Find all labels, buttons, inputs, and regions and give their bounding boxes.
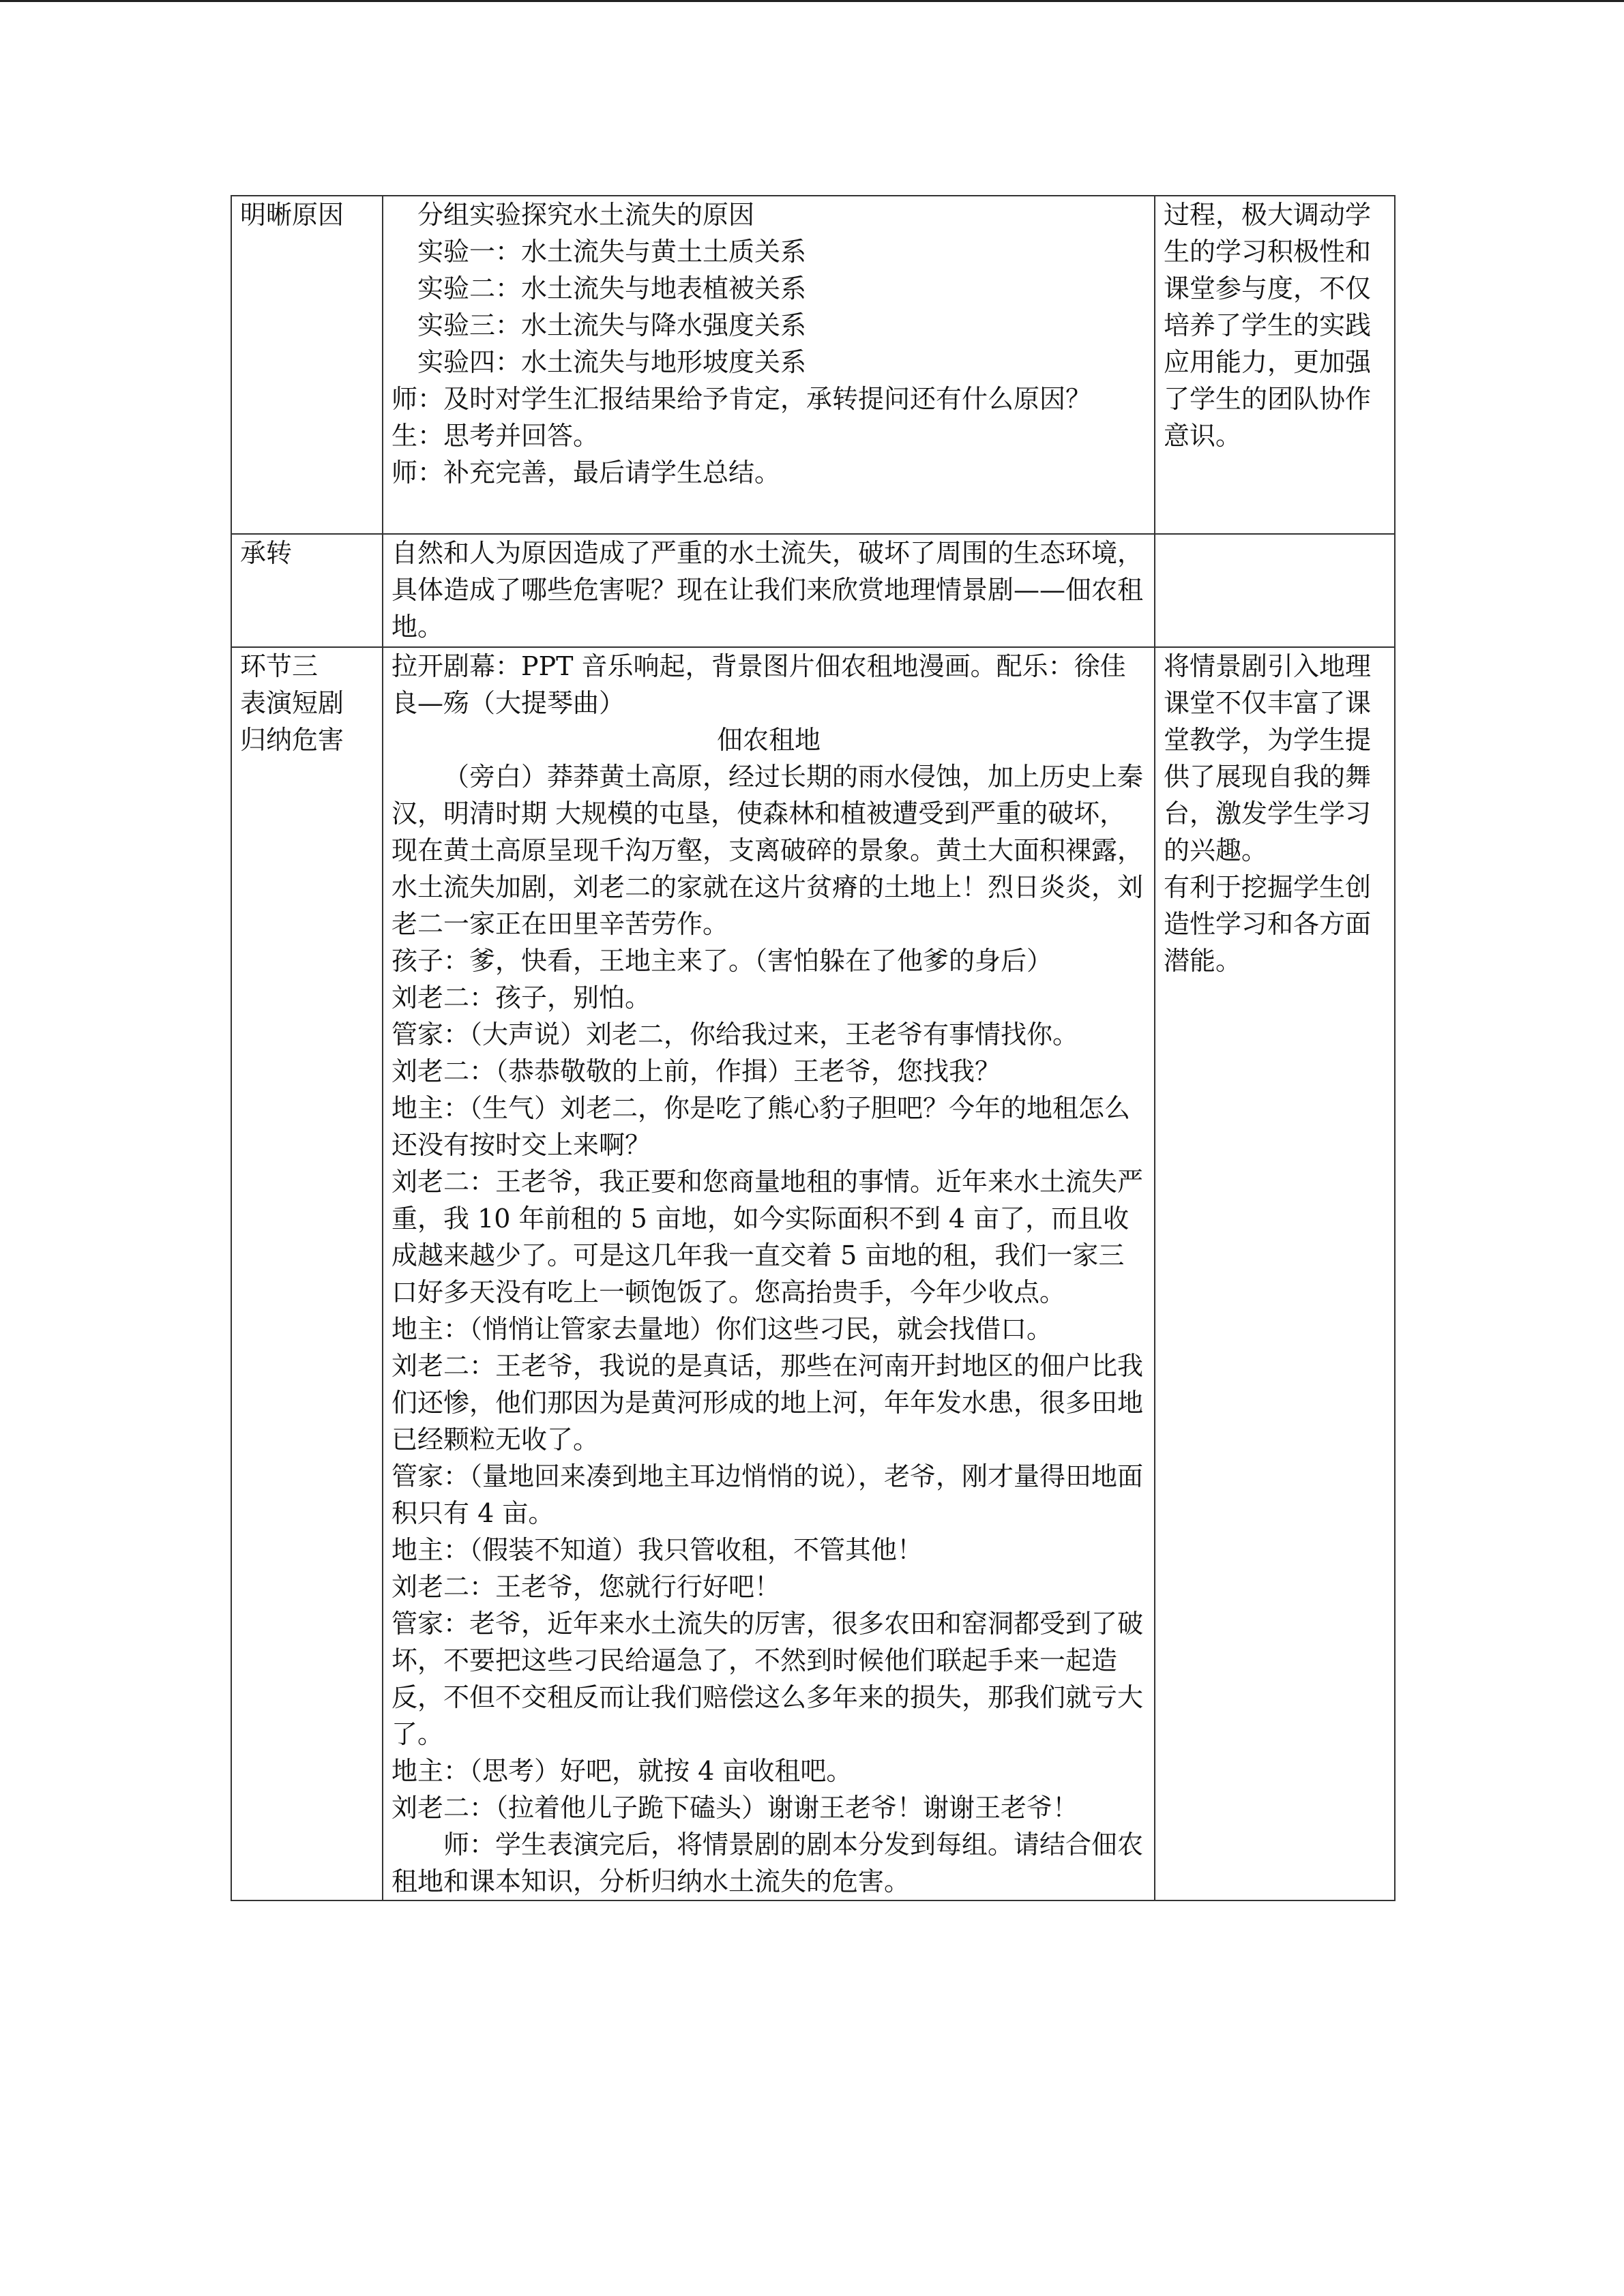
table-row — [231, 647, 1395, 1900]
play-intro: 拉开剧幕：PPT 音乐响起，背景图片佃农租地漫画。配乐：徐佳良—殇（大提琴曲） — [392, 651, 1126, 718]
note-text: 有利于挖掘学生创造性学习和各方面潜能。 — [1164, 872, 1372, 976]
content-line: 实验二：水土流失与地表植被关系 — [417, 273, 807, 303]
dialogue-line: 地主：（悄悄让管家去量地）你们这些刁民，就会找借口。 — [392, 1314, 1053, 1344]
content-paragraph: 自然和人为原因造成了严重的水土流失，破坏了周围的生态环境，具体造成了哪些危害呢？现在让我们来欣赏地理情景剧——佃农租地。 — [392, 538, 1144, 642]
stage-cell — [231, 196, 383, 534]
dialogue-line: 刘老二：王老爷，我正要和您商量地租的事情。近年来水土流失严重，我 10 年前租的 5 亩地，如今实际面积不到 4 亩了，而且收成越来越少了。可是这几年我一直交着 5 亩地的租，我们一家三口好多天没有吃上一顿饱饭了。您高抬贵手，今年少收点。 — [392, 1167, 1144, 1307]
content-line: 实验一：水土流失与黄土土质关系 — [417, 237, 807, 267]
dialogue-line: 地主：（思考）好吧，就按 4 亩收租吧。 — [392, 1756, 853, 1786]
content-line: 实验四：水土流失与地形坡度关系 — [417, 347, 807, 377]
content-cell — [383, 534, 1155, 647]
note-cell — [1155, 196, 1395, 534]
dialogue-line: 刘老二：王老爷，我说的是真话，那些在河南开封地区的佃户比我们还惨，他们那因为是黄河形成的地上河，年年发水患，很多田地已经颗粒无收了。 — [392, 1351, 1144, 1455]
note-cell — [1155, 534, 1395, 647]
dialogue-line: 管家：老爷，近年来水土流失的厉害，很多农田和窑洞都受到了破坏，不要把这些刁民给逼急了，不然到时候他们联起手来一起造反，不但不交租反而让我们赔偿这么多年来的损失，那我们就亏大了。 — [392, 1609, 1144, 1749]
dialogue-line: 管家：（量地回来凑到地主耳边悄悄的说），老爷，刚才量得田地面积只有 4 亩。 — [392, 1461, 1144, 1528]
stage-label-line: 环节三 — [240, 651, 319, 681]
content-line: 分组实验探究水土流失的原因 — [417, 200, 755, 230]
dialogue-line: 刘老二：（恭恭敬敬的上前，作揖）王老爷，您找我？ — [392, 1056, 1001, 1086]
stage-cell — [231, 647, 383, 1900]
content-line: 师：及时对学生汇报结果给予肯定，承转提问还有什么原因？ — [392, 384, 1092, 414]
lesson-plan-table — [231, 195, 1396, 1901]
narration-paragraph: （旁白）莽莽黄土高原，经过长期的雨水侵蚀，加上历史上秦汉，明清时期 大规模的屯垦，使森林和植被遭受到严重的破坏，现在黄土高原呈现千沟万壑，支离破碎的景象。黄土大面积裸露，水土流失加剧，刘老二的家就在这片贫瘠的土地上！烈日炎炎，刘老二一家正在田里辛苦劳作。 — [392, 762, 1144, 939]
dialogue-line: 刘老二：孩子，别怕。 — [392, 983, 651, 1013]
note-text: 过程，极大调动学生的学习积极性和课堂参与度，不仅培养了学生的实践应用能力，更加强了学生的团队协作意识。 — [1164, 200, 1372, 451]
dialogue-line: 孩子：爹，快看，王地主来了。（害怕躲在了他爹的身后） — [392, 946, 1053, 976]
dialogue-line: 刘老二：（拉着他儿子跪下磕头）谢谢王老爷！谢谢王老爷！ — [392, 1793, 1079, 1823]
stage-label: 明晰原因 — [240, 200, 344, 230]
closing-paragraph: 师：学生表演完后，将情景剧的剧本分发到每组。请结合佃农租地和课本知识，分析归纳水土流失的危害。 — [392, 1830, 1144, 1896]
dialogue-line: 刘老二：王老爷，您就行行好吧！ — [392, 1572, 781, 1602]
play-title: 佃农租地 — [716, 725, 821, 755]
content-line: 师：补充完善，最后请学生总结。 — [392, 458, 781, 488]
table-row — [231, 534, 1395, 647]
stage-cell — [231, 534, 383, 647]
note-text: 将情景剧引入地理课堂不仅丰富了课堂教学，为学生提供了展现自我的舞台，激发学生学习的兴趣。 — [1164, 651, 1372, 865]
stage-label-line: 归纳危害 — [240, 725, 344, 755]
stage-label-line: 表演短剧 — [240, 688, 344, 718]
content-line: 生：思考并回答。 — [392, 421, 600, 451]
page-top-rule — [0, 0, 1624, 2]
table-row — [231, 196, 1395, 534]
dialogue-line: 地主：（生气）刘老二，你是吃了熊心豹子胆吧？今年的地租怎么还没有按时交上来啊？ — [392, 1093, 1131, 1160]
dialogue-line: 地主：（假装不知道）我只管收租，不管其他！ — [392, 1535, 924, 1565]
content-cell — [383, 647, 1155, 1900]
dialogue-line: 管家：（大声说）刘老二，你给我过来，王老爷有事情找你。 — [392, 1019, 1079, 1049]
content-line: 实验三：水土流失与降水强度关系 — [417, 310, 807, 340]
content-cell — [383, 196, 1155, 534]
stage-label: 承转 — [240, 538, 293, 568]
note-cell — [1155, 647, 1395, 1900]
